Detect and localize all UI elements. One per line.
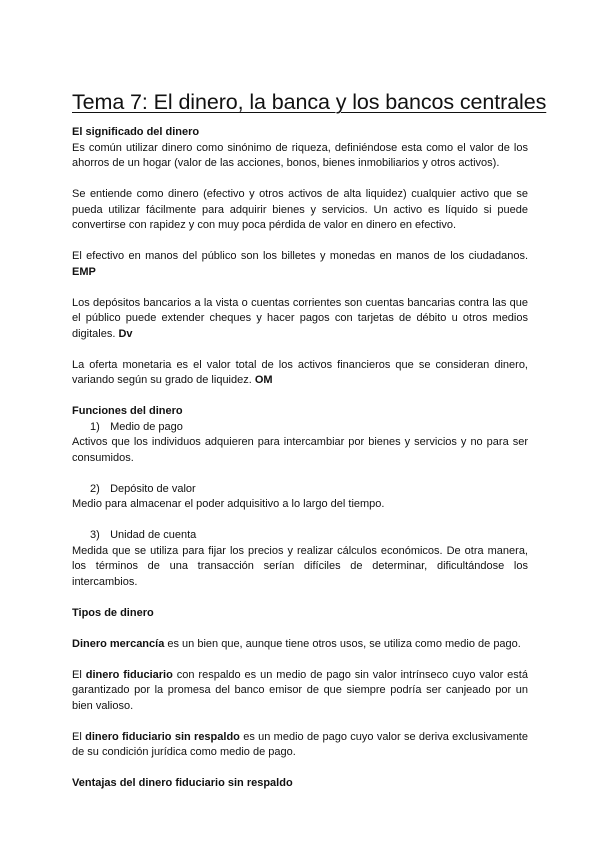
section-heading-tipos: Tipos de dinero [72,606,154,619]
paragraph: Activos que los individuos adquieren para intercambiar por bienes y servicios y no para ser consumidos. [72,436,528,464]
list-item [72,420,528,436]
list-number: 2) [90,482,100,495]
paragraph [72,249,528,280]
paragraph [72,358,528,389]
section-heading-ventajas: Ventajas del dinero fiduciario sin respaldo [72,777,293,789]
term: dinero fiduciario [85,668,173,681]
list-number: 1) [90,420,100,433]
paragraph-text: El [72,730,86,743]
abbreviation: EMP [72,265,96,278]
list-label: Depósito de valor [110,482,196,495]
paragraph [72,668,528,715]
term: dinero fiduciario sin respaldo [85,730,240,743]
paragraph: Es común utilizar dinero como sinónimo de riqueza, definiéndose esta como el valor de los ahorros de un hogar (valor de las acciones, bonos, bienes inmobiliarios y otros activos). [72,141,528,169]
list-number: 3) [90,529,100,541]
abbreviation: OM [254,374,273,386]
list-item [72,482,528,498]
document-page [72,90,547,792]
page-title: Tema 7: El dinero, la banca y los bancos centrales [72,90,547,114]
paragraph: Medida que se utiliza para fijar los precios y realizar cálculos económicos. De otra manera, los términos de una transacción serían difíciles de determinar, dificultándose los intercambios. [72,544,528,588]
section-heading-significado: El significado del dinero [72,126,200,138]
paragraph [72,730,528,761]
paragraph [72,637,528,653]
paragraph-text: con respaldo es un medio de pago sin valor intrínseco cuyo valor está garantizado por la promesa del banco emisor de que siempre podría ser canjeado por un bien valioso. [72,668,528,712]
paragraph-text: El efectivo en manos del público son los billetes y monedas en manos de los ciudadanos. [72,250,528,262]
section-heading-funciones: Funciones del dinero [72,405,183,417]
paragraph-text: es un medio de pago cuyo valor se deriva exclusivamente de su condición jurídica como medio de pago. [72,730,528,758]
paragraph: Medio para almacenar el poder adquisitivo a lo largo del tiempo. [72,498,385,510]
term: Dinero mercancía [72,637,165,650]
list-item [72,528,528,544]
list-label: Unidad de cuenta [110,529,197,541]
paragraph-text: El [72,668,86,681]
paragraph: Se entiende como dinero (efectivo y otros activos de alta liquidez) cualquier activo que se pueda utilizar fácilmente para adquirir bienes y servicios. Un activo es líquido si puede convertirse con rapidez y con muy poca pérdida de valor en dinero en efectivo. [72,188,528,231]
abbreviation: Dv [118,327,133,340]
list-label: Medio de pago [110,420,183,433]
paragraph-text: Los depósitos bancarios a la vista o cuentas corrientes son cuentas bancarias contra las que el público puede extender cheques y hacer pagos con tarjetas de débito u otros medios digitales. [72,296,528,340]
paragraph-text: es un bien que, aunque tiene otros usos, se utiliza como medio de pago. [164,637,521,650]
paragraph [72,296,528,343]
paragraph-text: La oferta monetaria es el valor total de los activos financieros que se consideran dinero, variando según su grado de liquidez. [72,358,528,386]
